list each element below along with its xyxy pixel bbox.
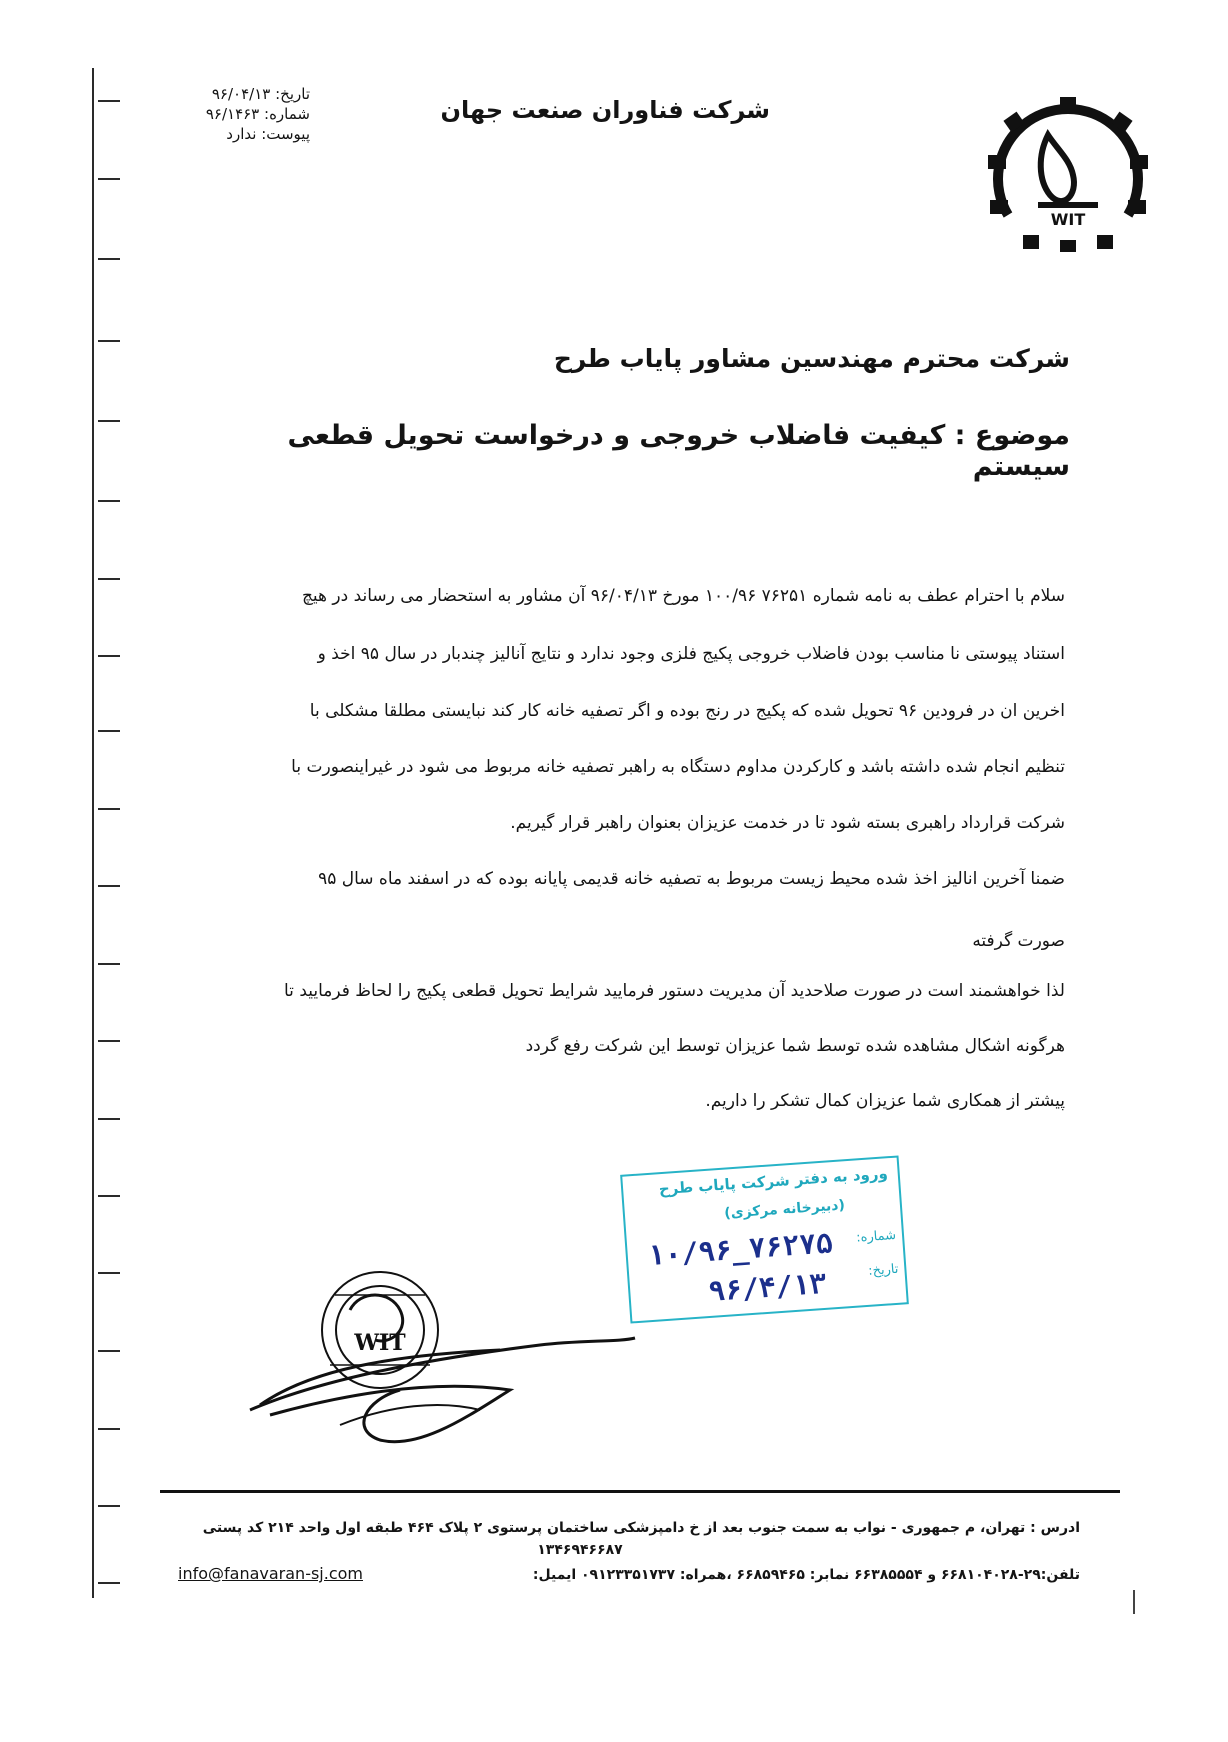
body-line: ضمنا آخرین انالیز اخذ شده محیط زیست مربوط به تصفیه خانه قدیمی پایانه بوده که در اسفند ماه سال ۹۵ — [318, 869, 1065, 889]
border-tick — [98, 258, 120, 260]
subject-line: موضوع : کیفیت فاضلاب خروجی و درخواست تحویل قطعی سیستم — [287, 420, 1070, 482]
border-tick — [98, 808, 120, 810]
border-tick — [98, 1195, 120, 1197]
stamp-number-value: ۱۰/۹۶_۷۶۲۷۵ — [646, 1226, 834, 1273]
footer-rule — [160, 1490, 1120, 1493]
border-tick — [98, 1272, 120, 1274]
border-tick — [98, 420, 120, 422]
border-tick — [98, 500, 120, 502]
body-line: تنظیم انجام شده داشته باشد و کارکردن مداوم دستگاه به راهبر تصفیه خانه مربوط می شود در غیراینصورت با — [291, 757, 1065, 777]
border-tick — [98, 1505, 120, 1507]
recipient-line: شرکت محترم مهندسین مشاور پایاب طرح — [553, 344, 1070, 373]
body-line: هرگونه اشکال مشاهده شده توسط شما عزیزان توسط این شرکت رفع گردد — [525, 1036, 1065, 1056]
scan-artifact — [1133, 1590, 1135, 1614]
body-line: اخرین ان در فرودین ۹۶ تحویل شده که پکیج در رنج بوده و اگر تصفیه خانه کار کند نبایستی مطلقا مشکلی با — [309, 701, 1065, 721]
svg-text:WIT: WIT — [1050, 210, 1086, 229]
border-tick — [98, 885, 120, 887]
left-border-line — [92, 68, 94, 1598]
body-line: پیشتر از همکاری شما عزیزان کمال تشکر را داریم. — [705, 1091, 1065, 1111]
body-line: لذا خواهشمند است در صورت صلاحدید آن مدیریت دستور فرمایید شرایط تحویل قطعی پکیج را لحاظ فرمایید تا — [284, 981, 1065, 1001]
stamp-date-label: تاریخ: — [867, 1261, 899, 1279]
body-line: شرکت قرارداد راهبری بسته شود تا در خدمت عزیزان بعنوان راهبر قرار گیریم. — [510, 813, 1065, 833]
border-tick — [98, 340, 120, 342]
received-stamp — [620, 1155, 909, 1323]
stamp-subtitle: (دبیرخانه مرکزی) — [723, 1197, 846, 1222]
stamp-number-label: شماره: — [855, 1227, 897, 1246]
border-tick — [98, 963, 120, 965]
signature-with-seal — [240, 1250, 640, 1470]
border-tick — [98, 1428, 120, 1430]
border-tick — [98, 178, 120, 180]
border-tick — [98, 1118, 120, 1120]
border-tick — [98, 655, 120, 657]
company-gear-logo-icon — [978, 95, 1158, 255]
border-tick — [98, 1040, 120, 1042]
company-name: شرکت فناوران صنعت جهان — [440, 96, 770, 124]
letter-date: تاریخ: ۹۶/۰۴/۱۳ — [211, 85, 310, 103]
border-tick — [98, 1350, 120, 1352]
border-tick — [98, 730, 120, 732]
footer-contact: تلفن:۲۹-۶۶۸۱۰۴۰۲۸ و ۶۶۳۸۵۵۵۴ نمابر: ۶۶۸۵۹۴۶۵ ،همراه: ۰۹۱۲۳۳۵۱۷۳۷ ایمیل: — [532, 1567, 1080, 1583]
letter-attachment: پیوست: ندارد — [226, 125, 310, 143]
body-line: سلام با احترام عطف به نامه شماره ۷۶۲۵۱ ۱۰۰/۹۶ مورخ ۹۶/۰۴/۱۳ آن مشاور به استحضار می رساند در هیچ — [301, 586, 1065, 606]
border-tick — [98, 100, 120, 102]
stamp-date-value: ۹۶/۴/۱۳ — [707, 1266, 828, 1308]
seal-text: WIT — [354, 1330, 406, 1356]
footer-address: ادرس : تهران، م جمهوری - نواب به سمت جنوب بعد از خ دامپزشکی ساختمان پرستوی ۲ پلاک ۴۶۴ طبقه اول واحد ۲۱۴ کد پستی — [202, 1520, 1080, 1536]
border-tick — [98, 578, 120, 580]
footer-postal-code: ۱۳۴۶۹۴۶۶۸۷ — [537, 1542, 623, 1558]
letter-meta — [150, 84, 310, 144]
letter-number: شماره: ۹۶/۱۴۶۳ — [205, 105, 310, 123]
body-line: استناد پیوستی نا مناسب بودن فاضلاب خروجی پکیج فلزی وجود ندارد و نتایج آنالیز چندبار در سال ۹۵ اخذ و — [317, 644, 1065, 664]
body-line: صورت گرفته — [972, 931, 1065, 951]
stamp-title: ورود به دفتر شرکت پایاب طرح — [658, 1164, 889, 1199]
border-tick — [98, 1582, 120, 1584]
footer-email-link[interactable]: info@fanavaran-sj.com — [178, 1564, 363, 1583]
